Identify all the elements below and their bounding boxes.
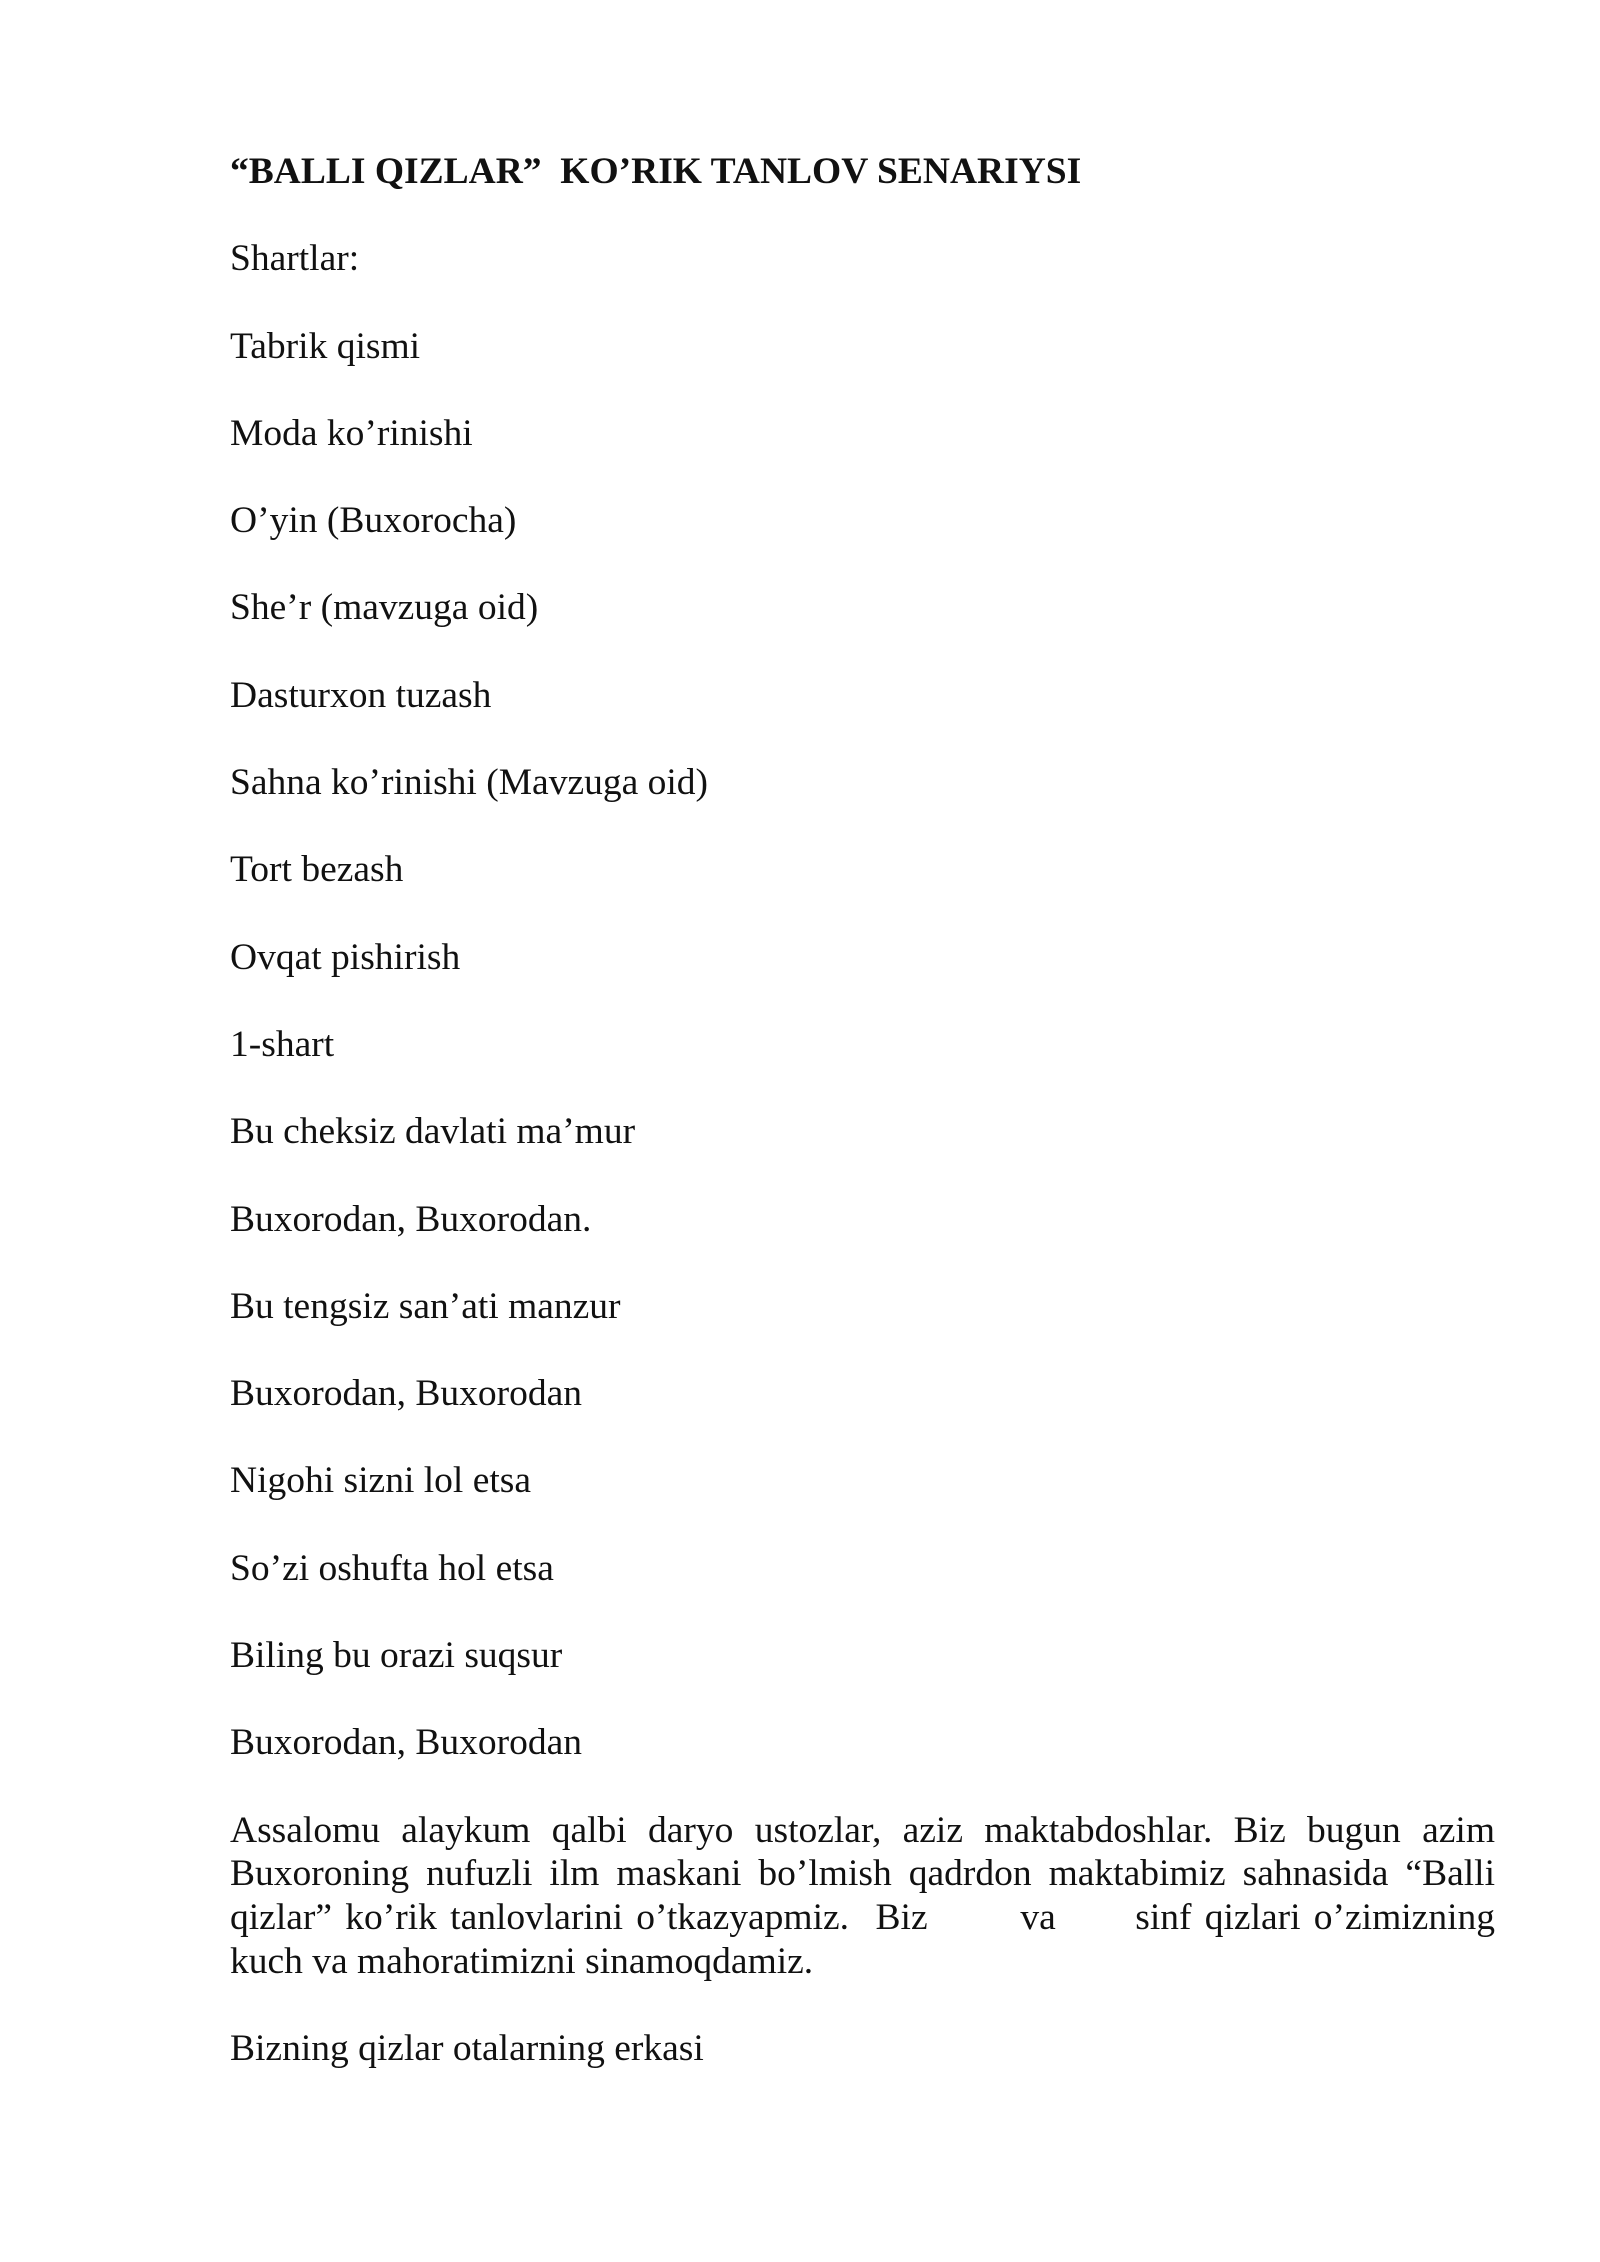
section-heading: 1-shart — [230, 1023, 335, 1065]
poem-line: So’zi oshufta hol etsa — [230, 1547, 554, 1589]
paragraph-line: Buxoroning nufuzli ilm maskani bo’lmish qadrdon maktabimiz sahnasida “Balli — [230, 1853, 1495, 1895]
greeting-paragraph — [230, 1809, 1495, 1984]
closing-line: Bizning qizlar otalarning erkasi — [230, 2027, 704, 2069]
condition-item: Tabrik qismi — [230, 325, 421, 367]
document-title: “BALLI QIZLAR” KO’RIK TANLOV SENARIYSI — [230, 151, 1082, 192]
document-page — [230, 150, 1495, 2114]
condition-item: She’r (mavzuga oid) — [230, 587, 539, 629]
condition-item: Sahna ko’rinishi (Mavzuga oid) — [230, 762, 709, 804]
conditions-heading: Shartlar: — [230, 238, 360, 280]
paragraph-line: kuch va mahoratimizni sinamoqdamiz. — [230, 1940, 814, 1982]
poem-line: Biling bu orazi suqsur — [230, 1635, 563, 1677]
condition-item: Dasturxon tuzash — [230, 674, 492, 716]
poem-line: Bu cheksiz davlati ma’mur — [230, 1111, 636, 1153]
condition-item: O’yin (Buxorocha) — [230, 500, 517, 542]
condition-item: Moda ko’rinishi — [230, 412, 473, 454]
paragraph-line: Assalomu alaykum qalbi daryo ustozlar, aziz maktabdoshlar. Biz bugun azim — [230, 1809, 1495, 1851]
poem-line: Nigohi sizni lol etsa — [230, 1460, 532, 1502]
poem-line: Bu tengsiz san’ati manzur — [230, 1285, 621, 1327]
condition-item: Tort bezash — [230, 849, 404, 891]
paragraph-line: qizlar” ko’rik tanlovlarini o’tkazyapmiz. Biz va sinf qizlari o’zimizning — [230, 1896, 1495, 1938]
poem-line: Buxorodan, Buxorodan. — [230, 1198, 592, 1240]
condition-item: Ovqat pishirish — [230, 936, 461, 978]
poem-line: Buxorodan, Buxorodan — [230, 1373, 583, 1415]
poem-line: Buxorodan, Buxorodan — [230, 1722, 583, 1764]
